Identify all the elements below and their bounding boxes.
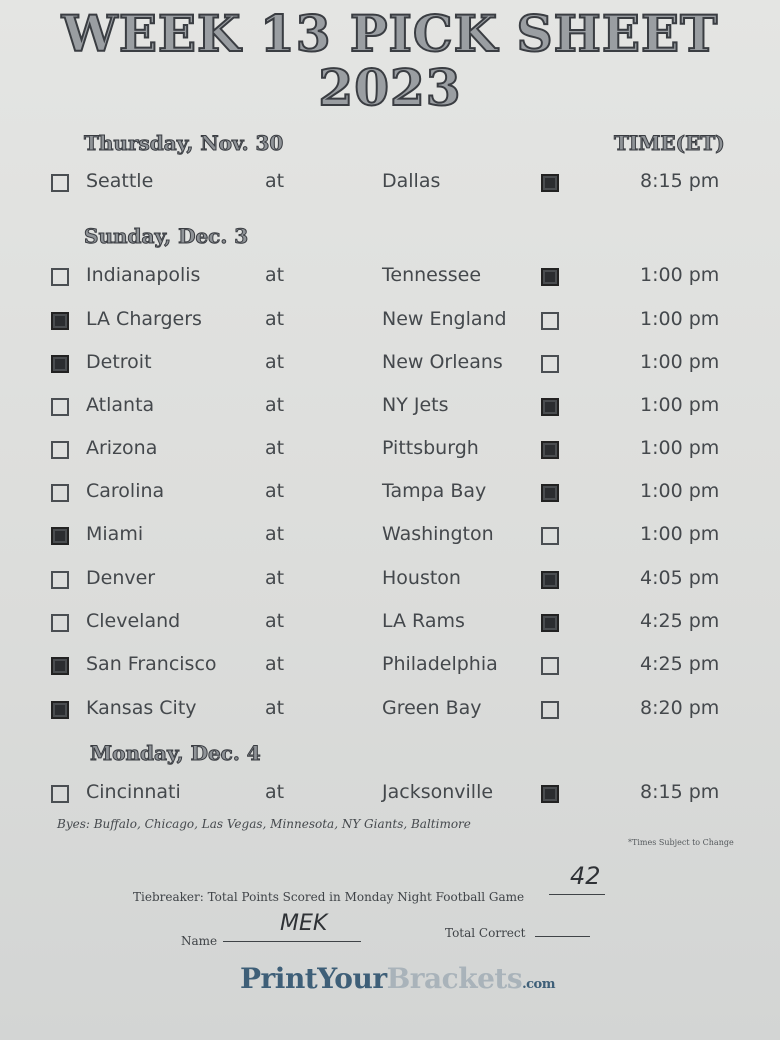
at-label: at — [265, 567, 285, 589]
away-pick-checkbox[interactable] — [51, 785, 69, 803]
sheet-title: WEEK 13 PICK SHEET — [61, 4, 719, 63]
away-pick-checkbox[interactable] — [51, 527, 69, 545]
day-header-sunday: Sunday, Dec. 3 — [84, 224, 249, 248]
game-time: 1:00 pm — [640, 308, 720, 330]
game-row — [0, 480, 780, 510]
logo-part-2: Brackets — [386, 962, 523, 995]
home-pick-checkbox[interactable] — [541, 657, 559, 675]
away-pick-checkbox[interactable] — [51, 174, 69, 192]
tiebreaker-value[interactable]: 42 — [570, 862, 601, 890]
game-time: 1:00 pm — [640, 437, 720, 459]
at-label: at — [265, 394, 285, 416]
game-row — [0, 394, 780, 424]
game-time: 1:00 pm — [640, 394, 720, 416]
home-pick-checkbox[interactable] — [541, 355, 559, 373]
times-note: *Times Subject to Change — [628, 838, 734, 847]
game-time: 1:00 pm — [640, 480, 720, 502]
away-team: San Francisco — [86, 653, 217, 675]
away-pick-checkbox[interactable] — [51, 312, 69, 330]
game-row — [0, 437, 780, 467]
sheet-year: 2023 — [318, 58, 462, 117]
away-team: LA Chargers — [86, 308, 202, 330]
home-team: Jacksonville — [382, 781, 494, 803]
game-time: 1:00 pm — [640, 523, 720, 545]
away-pick-checkbox[interactable] — [51, 657, 69, 675]
home-pick-checkbox[interactable] — [541, 701, 559, 719]
game-time: 1:00 pm — [640, 351, 720, 373]
game-row — [0, 781, 780, 811]
at-label: at — [265, 264, 285, 286]
day-header-monday: Monday, Dec. 4 — [90, 741, 261, 765]
home-pick-checkbox[interactable] — [541, 441, 559, 459]
game-time: 4:25 pm — [640, 653, 720, 675]
away-team: Atlanta — [86, 394, 155, 416]
game-row — [0, 567, 780, 597]
logo-part-1: PrintYour — [240, 962, 387, 995]
away-team: Detroit — [86, 351, 152, 373]
game-row — [0, 170, 780, 200]
at-label: at — [265, 781, 285, 803]
at-label: at — [265, 697, 285, 719]
away-pick-checkbox[interactable] — [51, 701, 69, 719]
at-label: at — [265, 653, 285, 675]
home-pick-checkbox[interactable] — [541, 527, 559, 545]
game-row — [0, 610, 780, 640]
home-team: LA Rams — [382, 610, 465, 632]
home-pick-checkbox[interactable] — [541, 398, 559, 416]
away-pick-checkbox[interactable] — [51, 484, 69, 502]
home-team: Dallas — [382, 170, 441, 192]
at-label: at — [265, 610, 285, 632]
total-correct-line[interactable] — [535, 936, 590, 937]
away-team: Denver — [86, 567, 156, 589]
home-pick-checkbox[interactable] — [541, 614, 559, 632]
game-time: 8:20 pm — [640, 697, 720, 719]
at-label: at — [265, 480, 285, 502]
home-pick-checkbox[interactable] — [541, 268, 559, 286]
home-pick-checkbox[interactable] — [541, 174, 559, 192]
home-team: Green Bay — [382, 697, 482, 719]
away-pick-checkbox[interactable] — [51, 355, 69, 373]
at-label: at — [265, 523, 285, 545]
home-pick-checkbox[interactable] — [541, 785, 559, 803]
away-team: Cincinnati — [86, 781, 181, 803]
home-team: New England — [382, 308, 507, 330]
away-pick-checkbox[interactable] — [51, 441, 69, 459]
at-label: at — [265, 308, 285, 330]
home-pick-checkbox[interactable] — [541, 484, 559, 502]
away-pick-checkbox[interactable] — [51, 571, 69, 589]
tiebreaker-label: Tiebreaker: Total Points Scored in Monday Night Football Game — [133, 890, 525, 904]
home-team: Houston — [382, 567, 461, 589]
away-team: Kansas City — [86, 697, 197, 719]
site-logo — [240, 962, 555, 995]
game-time: 4:25 pm — [640, 610, 720, 632]
game-row — [0, 264, 780, 294]
game-time: 1:00 pm — [640, 264, 720, 286]
home-pick-checkbox[interactable] — [541, 571, 559, 589]
game-row — [0, 523, 780, 553]
home-team: Washington — [382, 523, 494, 545]
game-row — [0, 697, 780, 727]
away-team: Carolina — [86, 480, 165, 502]
at-label: at — [265, 437, 285, 459]
time-column-header: TIME(ET) — [614, 131, 725, 155]
home-team: New Orleans — [382, 351, 503, 373]
away-pick-checkbox[interactable] — [51, 398, 69, 416]
at-label: at — [265, 170, 285, 192]
away-pick-checkbox[interactable] — [51, 614, 69, 632]
game-row — [0, 351, 780, 381]
total-correct-label: Total Correct — [445, 926, 526, 940]
game-row — [0, 308, 780, 338]
game-time: 4:05 pm — [640, 567, 720, 589]
home-pick-checkbox[interactable] — [541, 312, 559, 330]
home-team: Tampa Bay — [382, 480, 487, 502]
away-team: Arizona — [86, 437, 158, 459]
game-time: 8:15 pm — [640, 170, 720, 192]
away-team: Miami — [86, 523, 144, 545]
logo-part-3: .com — [522, 977, 555, 992]
away-team: Cleveland — [86, 610, 181, 632]
name-line — [223, 941, 361, 942]
tiebreaker-line — [549, 894, 605, 895]
name-label: Name — [181, 934, 218, 948]
home-team: NY Jets — [382, 394, 449, 416]
home-team: Pittsburgh — [382, 437, 479, 459]
home-team: Tennessee — [382, 264, 482, 286]
day-header-thursday: Thursday, Nov. 30 — [84, 131, 284, 155]
away-team: Seattle — [86, 170, 154, 192]
game-time: 8:15 pm — [640, 781, 720, 803]
game-row — [0, 653, 780, 683]
away-pick-checkbox[interactable] — [51, 268, 69, 286]
at-label: at — [265, 351, 285, 373]
home-team: Philadelphia — [382, 653, 498, 675]
name-value[interactable]: MEK — [280, 911, 328, 936]
byes-text: Byes: Buffalo, Chicago, Las Vegas, Minnesota, NY Giants, Baltimore — [57, 817, 471, 831]
away-team: Indianapolis — [86, 264, 201, 286]
